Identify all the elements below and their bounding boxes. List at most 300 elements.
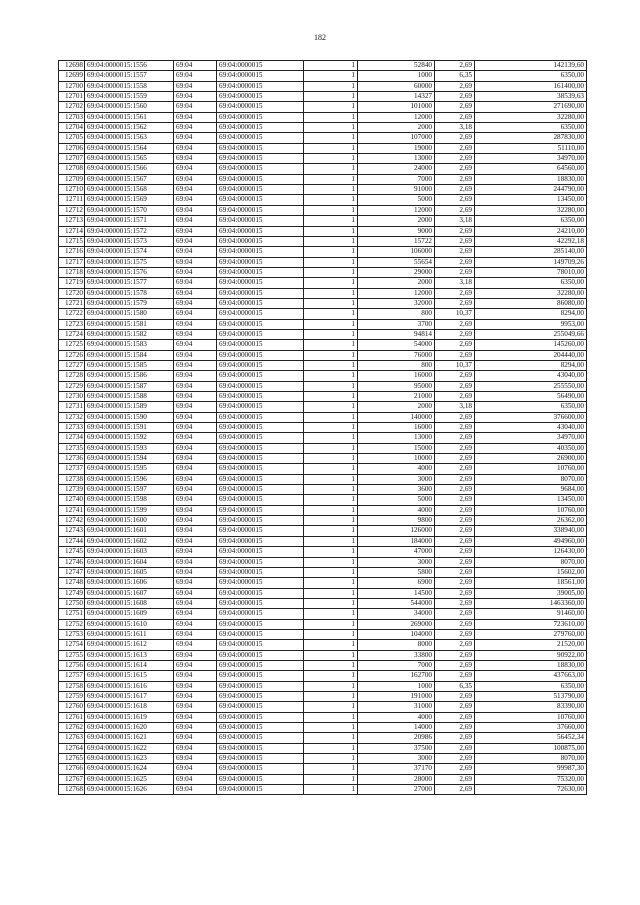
- count-cell: 1: [304, 195, 358, 205]
- district-code-cell: 69:04: [174, 567, 217, 577]
- cadastral-block-cell: 69:04:0000015: [217, 247, 304, 257]
- unit-value-cell: 2,69: [435, 598, 475, 608]
- cadastral-value-cell: 6350,00: [475, 216, 587, 226]
- district-code-cell: 69:04: [174, 71, 217, 81]
- row-number-cell: 12763: [59, 733, 85, 743]
- table-row: [59, 309, 587, 319]
- count-cell: 1: [304, 464, 358, 474]
- cadastral-number-cell: 69:04:0000015:1625: [85, 774, 174, 784]
- cadastral-number-cell: 69:04:0000015:1558: [85, 81, 174, 91]
- table-body: [59, 61, 587, 795]
- unit-value-cell: 2,69: [435, 754, 475, 764]
- cadastral-block-cell: 69:04:0000015: [217, 226, 304, 236]
- table-row: [59, 723, 587, 733]
- area-cell: 107000: [358, 133, 435, 143]
- cadastral-number-cell: 69:04:0000015:1574: [85, 247, 174, 257]
- count-cell: 1: [304, 247, 358, 257]
- area-cell: 14327: [358, 92, 435, 102]
- cadastral-block-cell: 69:04:0000015: [217, 309, 304, 319]
- unit-value-cell: 2,69: [435, 774, 475, 784]
- row-number-cell: 12739: [59, 485, 85, 495]
- count-cell: 1: [304, 143, 358, 153]
- cadastral-block-cell: 69:04:0000015: [217, 319, 304, 329]
- area-cell: 140000: [358, 412, 435, 422]
- count-cell: 1: [304, 226, 358, 236]
- count-cell: 1: [304, 257, 358, 267]
- count-cell: 1: [304, 764, 358, 774]
- cadastral-number-cell: 69:04:0000015:1568: [85, 185, 174, 195]
- area-cell: 19000: [358, 143, 435, 153]
- row-number-cell: 12714: [59, 226, 85, 236]
- row-number-cell: 12711: [59, 195, 85, 205]
- district-code-cell: 69:04: [174, 412, 217, 422]
- table-row: [59, 609, 587, 619]
- cadastral-value-cell: 255049,66: [475, 329, 587, 339]
- table-row: [59, 143, 587, 153]
- row-number-cell: 12719: [59, 278, 85, 288]
- district-code-cell: 69:04: [174, 691, 217, 701]
- cadastral-block-cell: 69:04:0000015: [217, 195, 304, 205]
- area-cell: 37170: [358, 764, 435, 774]
- area-cell: 4000: [358, 464, 435, 474]
- count-cell: 1: [304, 557, 358, 567]
- unit-value-cell: 2,69: [435, 723, 475, 733]
- cadastral-block-cell: 69:04:0000015: [217, 619, 304, 629]
- table-row: [59, 536, 587, 546]
- district-code-cell: 69:04: [174, 216, 217, 226]
- area-cell: 54000: [358, 340, 435, 350]
- cadastral-number-cell: 69:04:0000015:1559: [85, 92, 174, 102]
- area-cell: 12000: [358, 112, 435, 122]
- table-row: [59, 216, 587, 226]
- cadastral-value-cell: 56490,00: [475, 392, 587, 402]
- unit-value-cell: 2,69: [435, 536, 475, 546]
- table-row: [59, 547, 587, 557]
- row-number-cell: 12700: [59, 81, 85, 91]
- cadastral-block-cell: 69:04:0000015: [217, 660, 304, 670]
- row-number-cell: 12758: [59, 681, 85, 691]
- count-cell: 1: [304, 102, 358, 112]
- row-number-cell: 12722: [59, 309, 85, 319]
- cadastral-number-cell: 69:04:0000015:1598: [85, 495, 174, 505]
- unit-value-cell: 2,69: [435, 495, 475, 505]
- unit-value-cell: 2,69: [435, 485, 475, 495]
- cadastral-number-cell: 69:04:0000015:1579: [85, 298, 174, 308]
- cadastral-value-cell: 38539,63: [475, 92, 587, 102]
- district-code-cell: 69:04: [174, 464, 217, 474]
- district-code-cell: 69:04: [174, 195, 217, 205]
- district-code-cell: 69:04: [174, 505, 217, 515]
- count-cell: 1: [304, 340, 358, 350]
- cadastral-block-cell: 69:04:0000015: [217, 774, 304, 784]
- unit-value-cell: 2,69: [435, 392, 475, 402]
- cadastral-block-cell: 69:04:0000015: [217, 185, 304, 195]
- cadastral-block-cell: 69:04:0000015: [217, 743, 304, 753]
- area-cell: 162700: [358, 671, 435, 681]
- row-number-cell: 12712: [59, 205, 85, 215]
- count-cell: 1: [304, 205, 358, 215]
- cadastral-value-cell: 285140,00: [475, 247, 587, 257]
- cadastral-block-cell: 69:04:0000015: [217, 578, 304, 588]
- land-valuation-table: [58, 60, 586, 795]
- count-cell: 1: [304, 754, 358, 764]
- cadastral-number-cell: 69:04:0000015:1578: [85, 288, 174, 298]
- cadastral-number-cell: 69:04:0000015:1604: [85, 557, 174, 567]
- cadastral-value-cell: 90922,00: [475, 650, 587, 660]
- district-code-cell: 69:04: [174, 578, 217, 588]
- row-number-cell: 12733: [59, 423, 85, 433]
- row-number-cell: 12753: [59, 629, 85, 639]
- cadastral-value-cell: 43040,00: [475, 423, 587, 433]
- cadastral-value-cell: 513790,00: [475, 691, 587, 701]
- row-number-cell: 12725: [59, 340, 85, 350]
- row-number-cell: 12750: [59, 598, 85, 608]
- cadastral-value-cell: 100875,00: [475, 743, 587, 753]
- cadastral-number-cell: 69:04:0000015:1577: [85, 278, 174, 288]
- cadastral-block-cell: 69:04:0000015: [217, 288, 304, 298]
- unit-value-cell: 2,69: [435, 743, 475, 753]
- table-row: [59, 257, 587, 267]
- unit-value-cell: 6,35: [435, 71, 475, 81]
- count-cell: 1: [304, 309, 358, 319]
- count-cell: 1: [304, 547, 358, 557]
- count-cell: 1: [304, 164, 358, 174]
- cadastral-block-cell: 69:04:0000015: [217, 464, 304, 474]
- district-code-cell: 69:04: [174, 123, 217, 133]
- unit-value-cell: 2,69: [435, 164, 475, 174]
- district-code-cell: 69:04: [174, 112, 217, 122]
- cadastral-value-cell: 287830,00: [475, 133, 587, 143]
- district-code-cell: 69:04: [174, 629, 217, 639]
- area-cell: 52840: [358, 61, 435, 71]
- row-number-cell: 12732: [59, 412, 85, 422]
- unit-value-cell: 2,69: [435, 557, 475, 567]
- cadastral-value-cell: 149709,26: [475, 257, 587, 267]
- table-row: [59, 164, 587, 174]
- cadastral-block-cell: 69:04:0000015: [217, 650, 304, 660]
- row-number-cell: 12767: [59, 774, 85, 784]
- cadastral-block-cell: 69:04:0000015: [217, 681, 304, 691]
- cadastral-number-cell: 69:04:0000015:1570: [85, 205, 174, 215]
- unit-value-cell: 2,69: [435, 236, 475, 246]
- district-code-cell: 69:04: [174, 547, 217, 557]
- row-number-cell: 12726: [59, 350, 85, 360]
- row-number-cell: 12740: [59, 495, 85, 505]
- area-cell: 20986: [358, 733, 435, 743]
- count-cell: 1: [304, 702, 358, 712]
- district-code-cell: 69:04: [174, 92, 217, 102]
- area-cell: 7000: [358, 660, 435, 670]
- cadastral-value-cell: 26900,00: [475, 454, 587, 464]
- area-cell: 126000: [358, 526, 435, 536]
- table-row: [59, 495, 587, 505]
- cadastral-value-cell: 10760,00: [475, 712, 587, 722]
- table-row: [59, 195, 587, 205]
- cadastral-block-cell: 69:04:0000015: [217, 557, 304, 567]
- count-cell: 1: [304, 350, 358, 360]
- cadastral-value-cell: 723610,00: [475, 619, 587, 629]
- cadastral-number-cell: 69:04:0000015:1593: [85, 443, 174, 453]
- area-cell: 1000: [358, 71, 435, 81]
- cadastral-value-cell: 13450,00: [475, 195, 587, 205]
- cadastral-value-cell: 6350,00: [475, 681, 587, 691]
- cadastral-number-cell: 69:04:0000015:1610: [85, 619, 174, 629]
- district-code-cell: 69:04: [174, 433, 217, 443]
- district-code-cell: 69:04: [174, 81, 217, 91]
- district-code-cell: 69:04: [174, 309, 217, 319]
- unit-value-cell: 2,69: [435, 733, 475, 743]
- cadastral-number-cell: 69:04:0000015:1590: [85, 412, 174, 422]
- cadastral-number-cell: 69:04:0000015:1621: [85, 733, 174, 743]
- district-code-cell: 69:04: [174, 774, 217, 784]
- table-row: [59, 785, 587, 795]
- district-code-cell: 69:04: [174, 319, 217, 329]
- table-row: [59, 174, 587, 184]
- row-number-cell: 12701: [59, 92, 85, 102]
- area-cell: 5000: [358, 195, 435, 205]
- table-row: [59, 485, 587, 495]
- area-cell: 32000: [358, 298, 435, 308]
- cadastral-number-cell: 69:04:0000015:1614: [85, 660, 174, 670]
- unit-value-cell: 2,69: [435, 247, 475, 257]
- area-cell: 14500: [358, 588, 435, 598]
- row-number-cell: 12752: [59, 619, 85, 629]
- cadastral-value-cell: 21520,00: [475, 640, 587, 650]
- cadastral-block-cell: 69:04:0000015: [217, 61, 304, 71]
- table-row: [59, 371, 587, 381]
- cadastral-block-cell: 69:04:0000015: [217, 216, 304, 226]
- row-number-cell: 12766: [59, 764, 85, 774]
- unit-value-cell: 2,69: [435, 423, 475, 433]
- unit-value-cell: 2,69: [435, 609, 475, 619]
- cadastral-number-cell: 69:04:0000015:1601: [85, 526, 174, 536]
- cadastral-block-cell: 69:04:0000015: [217, 133, 304, 143]
- cadastral-value-cell: 86080,00: [475, 298, 587, 308]
- area-cell: 1000: [358, 681, 435, 691]
- table-row: [59, 578, 587, 588]
- row-number-cell: 12745: [59, 547, 85, 557]
- table-row: [59, 267, 587, 277]
- area-cell: 60000: [358, 81, 435, 91]
- cadastral-value-cell: 34970,00: [475, 154, 587, 164]
- cadastral-number-cell: 69:04:0000015:1585: [85, 360, 174, 370]
- row-number-cell: 12756: [59, 660, 85, 670]
- table-row: [59, 660, 587, 670]
- district-code-cell: 69:04: [174, 143, 217, 153]
- district-code-cell: 69:04: [174, 743, 217, 753]
- district-code-cell: 69:04: [174, 174, 217, 184]
- table-row: [59, 133, 587, 143]
- count-cell: 1: [304, 288, 358, 298]
- district-code-cell: 69:04: [174, 236, 217, 246]
- cadastral-number-cell: 69:04:0000015:1599: [85, 505, 174, 515]
- table-row: [59, 381, 587, 391]
- cadastral-number-cell: 69:04:0000015:1573: [85, 236, 174, 246]
- cadastral-number-cell: 69:04:0000015:1606: [85, 578, 174, 588]
- cadastral-block-cell: 69:04:0000015: [217, 536, 304, 546]
- unit-value-cell: 2,69: [435, 785, 475, 795]
- cadastral-value-cell: 494960,00: [475, 536, 587, 546]
- count-cell: 1: [304, 743, 358, 753]
- unit-value-cell: 2,69: [435, 629, 475, 639]
- cadastral-number-cell: 69:04:0000015:1591: [85, 423, 174, 433]
- area-cell: 16000: [358, 423, 435, 433]
- table-row: [59, 691, 587, 701]
- cadastral-block-cell: 69:04:0000015: [217, 402, 304, 412]
- table-row: [59, 340, 587, 350]
- cadastral-block-cell: 69:04:0000015: [217, 371, 304, 381]
- cadastral-value-cell: 37660,00: [475, 723, 587, 733]
- district-code-cell: 69:04: [174, 329, 217, 339]
- cadastral-block-cell: 69:04:0000015: [217, 785, 304, 795]
- cadastral-block-cell: 69:04:0000015: [217, 278, 304, 288]
- area-cell: 3000: [358, 754, 435, 764]
- cadastral-value-cell: 40350,00: [475, 443, 587, 453]
- unit-value-cell: 2,69: [435, 526, 475, 536]
- row-number-cell: 12704: [59, 123, 85, 133]
- unit-value-cell: 2,69: [435, 578, 475, 588]
- unit-value-cell: 2,69: [435, 588, 475, 598]
- area-cell: 191000: [358, 691, 435, 701]
- district-code-cell: 69:04: [174, 681, 217, 691]
- district-code-cell: 69:04: [174, 536, 217, 546]
- district-code-cell: 69:04: [174, 371, 217, 381]
- cadastral-block-cell: 69:04:0000015: [217, 143, 304, 153]
- row-number-cell: 12718: [59, 267, 85, 277]
- area-cell: 4000: [358, 712, 435, 722]
- count-cell: 1: [304, 412, 358, 422]
- area-cell: 544000: [358, 598, 435, 608]
- area-cell: 8000: [358, 640, 435, 650]
- table-row: [59, 464, 587, 474]
- cadastral-number-cell: 69:04:0000015:1612: [85, 640, 174, 650]
- count-cell: 1: [304, 371, 358, 381]
- cadastral-number-cell: 69:04:0000015:1556: [85, 61, 174, 71]
- cadastral-block-cell: 69:04:0000015: [217, 392, 304, 402]
- row-number-cell: 12709: [59, 174, 85, 184]
- cadastral-value-cell: 91460,00: [475, 609, 587, 619]
- cadastral-value-cell: 279760,00: [475, 629, 587, 639]
- area-cell: 13000: [358, 433, 435, 443]
- district-code-cell: 69:04: [174, 650, 217, 660]
- district-code-cell: 69:04: [174, 443, 217, 453]
- cadastral-value-cell: 26362,00: [475, 516, 587, 526]
- area-cell: 13000: [358, 154, 435, 164]
- area-cell: 24000: [358, 164, 435, 174]
- cadastral-block-cell: 69:04:0000015: [217, 640, 304, 650]
- table-row: [59, 154, 587, 164]
- cadastral-block-cell: 69:04:0000015: [217, 350, 304, 360]
- cadastral-number-cell: 69:04:0000015:1566: [85, 164, 174, 174]
- cadastral-block-cell: 69:04:0000015: [217, 329, 304, 339]
- cadastral-value-cell: 34970,00: [475, 433, 587, 443]
- cadastral-block-cell: 69:04:0000015: [217, 112, 304, 122]
- table-row: [59, 516, 587, 526]
- cadastral-value-cell: 15602,00: [475, 567, 587, 577]
- row-number-cell: 12757: [59, 671, 85, 681]
- unit-value-cell: 2,69: [435, 433, 475, 443]
- cadastral-block-cell: 69:04:0000015: [217, 81, 304, 91]
- district-code-cell: 69:04: [174, 485, 217, 495]
- unit-value-cell: 2,69: [435, 81, 475, 91]
- unit-value-cell: 2,69: [435, 143, 475, 153]
- unit-value-cell: 2,69: [435, 371, 475, 381]
- unit-value-cell: 2,69: [435, 702, 475, 712]
- cadastral-number-cell: 69:04:0000015:1607: [85, 588, 174, 598]
- cadastral-number-cell: 69:04:0000015:1618: [85, 702, 174, 712]
- cadastral-value-cell: 56452,34: [475, 733, 587, 743]
- cadastral-value-cell: 42292,18: [475, 236, 587, 246]
- district-code-cell: 69:04: [174, 402, 217, 412]
- row-number-cell: 12736: [59, 454, 85, 464]
- row-number-cell: 12737: [59, 464, 85, 474]
- cadastral-block-cell: 69:04:0000015: [217, 454, 304, 464]
- cadastral-number-cell: 69:04:0000015:1594: [85, 454, 174, 464]
- area-cell: 9800: [358, 516, 435, 526]
- count-cell: 1: [304, 650, 358, 660]
- cadastral-block-cell: 69:04:0000015: [217, 474, 304, 484]
- row-number-cell: 12768: [59, 785, 85, 795]
- count-cell: 1: [304, 578, 358, 588]
- unit-value-cell: 2,69: [435, 133, 475, 143]
- row-number-cell: 12727: [59, 360, 85, 370]
- area-cell: 2000: [358, 216, 435, 226]
- row-number-cell: 12749: [59, 588, 85, 598]
- cadastral-number-cell: 69:04:0000015:1565: [85, 154, 174, 164]
- table-row: [59, 733, 587, 743]
- table-row: [59, 743, 587, 753]
- area-cell: 9000: [358, 226, 435, 236]
- count-cell: 1: [304, 267, 358, 277]
- cadastral-number-cell: 69:04:0000015:1623: [85, 754, 174, 764]
- cadastral-value-cell: 244790,00: [475, 185, 587, 195]
- row-number-cell: 12720: [59, 288, 85, 298]
- table-row: [59, 392, 587, 402]
- unit-value-cell: 2,69: [435, 454, 475, 464]
- cadastral-number-cell: 69:04:0000015:1622: [85, 743, 174, 753]
- cadastral-number-cell: 69:04:0000015:1596: [85, 474, 174, 484]
- cadastral-block-cell: 69:04:0000015: [217, 360, 304, 370]
- cadastral-block-cell: 69:04:0000015: [217, 298, 304, 308]
- district-code-cell: 69:04: [174, 671, 217, 681]
- area-cell: 104000: [358, 629, 435, 639]
- unit-value-cell: 2,69: [435, 350, 475, 360]
- row-number-cell: 12705: [59, 133, 85, 143]
- cadastral-value-cell: 9684,00: [475, 485, 587, 495]
- area-cell: 76000: [358, 350, 435, 360]
- district-code-cell: 69:04: [174, 640, 217, 650]
- cadastral-value-cell: 1463360,00: [475, 598, 587, 608]
- count-cell: 1: [304, 236, 358, 246]
- cadastral-value-cell: 10760,00: [475, 505, 587, 515]
- cadastral-block-cell: 69:04:0000015: [217, 174, 304, 184]
- cadastral-value-cell: 8294,00: [475, 309, 587, 319]
- cadastral-number-cell: 69:04:0000015:1589: [85, 402, 174, 412]
- table-row: [59, 102, 587, 112]
- cadastral-value-cell: 8070,00: [475, 754, 587, 764]
- table-row: [59, 650, 587, 660]
- cadastral-value-cell: 338940,00: [475, 526, 587, 536]
- row-number-cell: 12728: [59, 371, 85, 381]
- cadastral-number-cell: 69:04:0000015:1582: [85, 329, 174, 339]
- cadastral-value-cell: 13450,00: [475, 495, 587, 505]
- district-code-cell: 69:04: [174, 288, 217, 298]
- table-row: [59, 236, 587, 246]
- area-cell: 184000: [358, 536, 435, 546]
- district-code-cell: 69:04: [174, 257, 217, 267]
- unit-value-cell: 10,37: [435, 309, 475, 319]
- district-code-cell: 69:04: [174, 516, 217, 526]
